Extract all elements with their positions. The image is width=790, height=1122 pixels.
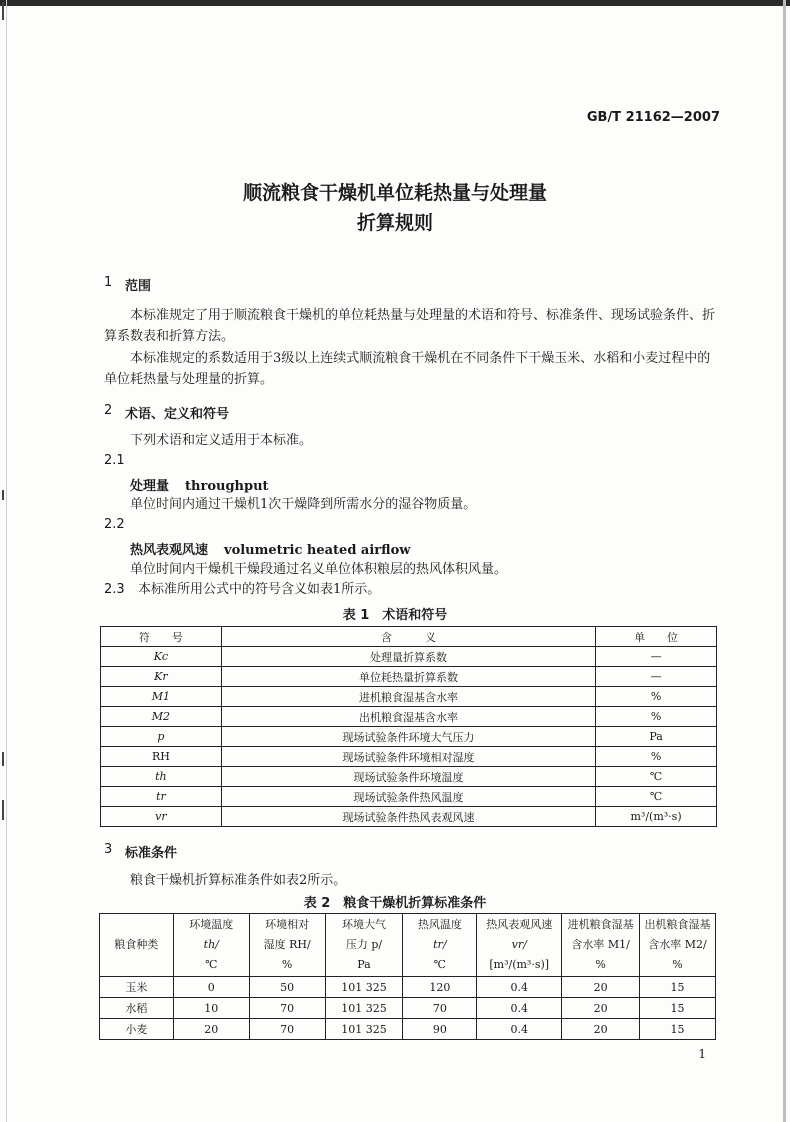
section-2-number: 2 (104, 403, 113, 418)
symbol-cell: th (101, 767, 222, 787)
unit-cell: — (596, 667, 717, 687)
meaning-cell: 出机粮食湿基含水率 (221, 707, 595, 727)
cell: 15 (640, 1019, 716, 1040)
table-row (100, 998, 716, 1019)
table-row (101, 787, 717, 807)
table-row (101, 767, 717, 787)
unit-cell: — (596, 647, 717, 667)
meaning-cell: 进机粮食湿基含水率 (221, 687, 595, 707)
column-header-outlet-moisture: 出机粮食湿基 含水率 M2/ % (640, 914, 716, 977)
section-1-heading: 范围 (125, 279, 152, 294)
table-row (100, 977, 716, 998)
table-row (101, 667, 717, 687)
cell: 20 (173, 1019, 249, 1040)
cell: 15 (640, 998, 716, 1019)
column-header-airflow: 热风表观风速 vr/ [m³/(m³·s)] (477, 914, 562, 977)
symbol-cell: vr (101, 807, 222, 827)
meaning-cell: 处理量折算系数 (221, 647, 595, 667)
cell: 70 (249, 1019, 325, 1040)
clause-2-3-text: 本标准所用公式中的符号含义如表1所示。 (138, 582, 381, 597)
section-1-paragraph-2: 本标准规定的系数适用于3级以上连续式顺流粮食干燥机在不同条件下干燥玉米、水稻和小麦过程中的单位耗热量与处理量的折算。 (104, 351, 711, 387)
column-header-air-temp: 热风温度 tr/ ℃ (403, 914, 477, 977)
term-chinese: 处理量 (130, 479, 170, 494)
table-row (100, 1019, 716, 1040)
cell: 90 (403, 1019, 477, 1040)
table-row (101, 647, 717, 667)
clause-2-1-term (130, 475, 269, 494)
page-top-edge (0, 0, 790, 6)
unit-cell: ℃ (596, 787, 717, 807)
unit-cell: ℃ (596, 767, 717, 787)
table-1 (100, 626, 717, 827)
unit-cell: % (596, 687, 717, 707)
cell: 70 (403, 998, 477, 1019)
document-title (0, 178, 790, 238)
cell: 0.4 (477, 977, 562, 998)
symbol-cell: Kc (101, 647, 222, 667)
unit-cell: % (596, 707, 717, 727)
cell: 20 (562, 1019, 640, 1040)
table-header-row (100, 914, 716, 977)
page-number: 1 (698, 1047, 706, 1061)
clause-2-1-number: 2.1 (104, 453, 125, 468)
cell: 0 (173, 977, 249, 998)
title-line-1: 顺流粮食干燥机单位耗热量与处理量 (242, 182, 547, 204)
unit-cell: % (596, 747, 717, 767)
column-header-crop-type: 粮食种类 (100, 914, 174, 977)
symbol-cell: RH (101, 747, 222, 767)
cell: 20 (562, 998, 640, 1019)
column-header-ambient-rh: 环境相对 湿度 RH/ % (249, 914, 325, 977)
term-english: volumetric heated airflow (224, 543, 411, 558)
cell: 50 (249, 977, 325, 998)
clause-2-1-definition: 单位时间内通过干燥机1次干燥降到所需水分的湿谷物质量。 (130, 497, 477, 512)
table-2 (99, 913, 716, 1040)
unit-cell: Pa (596, 727, 717, 747)
symbol-cell: M1 (101, 687, 222, 707)
table-row (101, 747, 717, 767)
page-right-edge (783, 0, 786, 1122)
cell: 15 (640, 977, 716, 998)
term-english: throughput (185, 479, 269, 494)
unit-cell: m³/(m³·s) (596, 807, 717, 827)
symbol-cell: p (101, 727, 222, 747)
column-header-pressure: 环境大气 压力 p/ Pa (325, 914, 403, 977)
section-2-intro: 下列术语和定义适用于本标准。 (130, 433, 313, 448)
binding-mark (2, 752, 4, 766)
section-1-paragraph-1: 本标准规定了用于顺流粮食干燥机的单位耗热量与处理量的术语和符号、标准条件、现场试验条件、折算系数表和折算方法。 (104, 308, 716, 344)
table-1-caption: 表 1 术语和符号 (342, 608, 448, 623)
cell: 101 325 (325, 977, 403, 998)
symbol-cell: Kr (101, 667, 222, 687)
column-header-inlet-moisture: 进机粮食湿基 含水率 M1/ % (562, 914, 640, 977)
binding-mark (2, 800, 4, 820)
section-3-heading: 标准条件 (125, 846, 178, 861)
cell: 20 (562, 977, 640, 998)
meaning-cell: 现场试验条件热风温度 (221, 787, 595, 807)
section-1-number: 1 (104, 275, 113, 290)
cell: 101 325 (325, 1019, 403, 1040)
meaning-cell: 现场试验条件环境相对湿度 (221, 747, 595, 767)
cell: 小麦 (100, 1019, 174, 1040)
binding-mark (2, 490, 4, 500)
meaning-cell: 现场试验条件热风表观风速 (221, 807, 595, 827)
meaning-cell: 单位耗热量折算系数 (221, 667, 595, 687)
title-line-2: 折算规则 (356, 212, 433, 234)
column-header: 单 位 (596, 627, 717, 647)
cell: 101 325 (325, 998, 403, 1019)
table-row (101, 807, 717, 827)
meaning-cell: 现场试验条件环境温度 (221, 767, 595, 787)
table-header-row (101, 627, 717, 647)
term-chinese: 热风表观风速 (130, 543, 209, 558)
section-3-number: 3 (104, 842, 113, 857)
cell: 120 (403, 977, 477, 998)
symbol-cell: M2 (101, 707, 222, 727)
column-header: 符 号 (101, 627, 222, 647)
column-header: 含 义 (221, 627, 595, 647)
cell: 0.4 (477, 998, 562, 1019)
cell: 10 (173, 998, 249, 1019)
clause-2-2-number: 2.2 (104, 517, 125, 532)
binding-mark (2, 2, 4, 20)
section-2-heading: 术语、定义和符号 (125, 407, 230, 422)
section-3-intro: 粮食干燥机折算标准条件如表2所示。 (130, 873, 347, 888)
clause-2-2-definition: 单位时间内干燥机干燥段通过名义单位体积粮层的热风体积风量。 (130, 562, 508, 577)
table-2-caption: 表 2 粮食干燥机折算标准条件 (303, 896, 487, 911)
cell: 水稻 (100, 998, 174, 1019)
page-left-edge (6, 0, 7, 1122)
cell: 0.4 (477, 1019, 562, 1040)
column-header-ambient-temp: 环境温度 th/ ℃ (173, 914, 249, 977)
table-row (101, 727, 717, 747)
cell: 玉米 (100, 977, 174, 998)
table-row (101, 707, 717, 727)
meaning-cell: 现场试验条件环境大气压力 (221, 727, 595, 747)
clause-2-3-number: 2.3 (104, 582, 125, 597)
standard-code: GB/T 21162—2007 (586, 110, 720, 125)
clause-2-2-term (130, 539, 410, 558)
cell: 70 (249, 998, 325, 1019)
table-row (101, 687, 717, 707)
symbol-cell: tr (101, 787, 222, 807)
